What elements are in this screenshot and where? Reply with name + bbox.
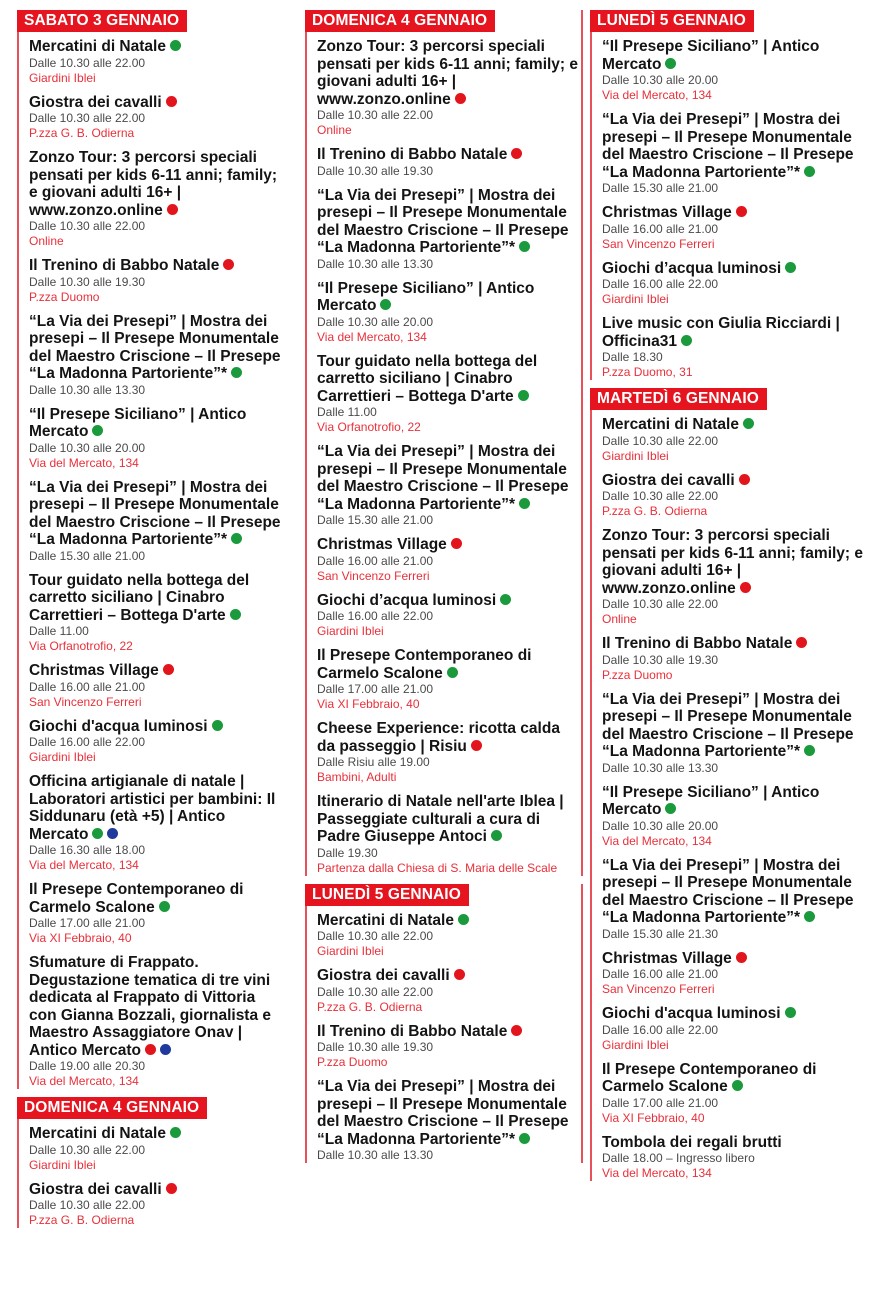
red-dot-icon: [166, 96, 177, 107]
event-title-block: [602, 204, 870, 222]
event-time: Dalle 16.00 alle 21.00: [602, 967, 719, 981]
event-item: [29, 406, 287, 471]
event-time: Dalle 10.30 alle 22.00: [317, 929, 434, 943]
green-dot-icon: [231, 367, 242, 378]
day-header: LUNEDÌ 5 GENNAIO: [305, 884, 469, 906]
event-item: [317, 647, 581, 712]
event-item: [29, 881, 287, 946]
event-title: Il Trenino di Babbo Natale: [317, 1022, 508, 1040]
event-item: [317, 38, 581, 138]
event-title: “La Via dei Presepi” | Mostra dei presepi – Il Presepe Monumentale del Maestro Criscione – Il Presepe “La Madonna Partoriente”*: [29, 312, 281, 382]
event-time: Dalle 10.30 alle 19.30: [317, 1040, 434, 1054]
event-title: Christmas Village: [602, 949, 732, 967]
event-title: Giostra dei cavalli: [29, 93, 162, 111]
event-time: Dalle 10.30 alle 22.00: [602, 433, 719, 448]
event-time: Dalle 10.30 alle 19.30: [317, 163, 434, 178]
event-place: San Vincenzo Ferreri: [602, 236, 715, 251]
event-title: Officina artigianale di natale | Laboratori artistici per bambini: Il Siddunaru (età +5) | Antico Mercato: [29, 773, 276, 843]
event-title: Mercatini di Natale: [602, 416, 739, 433]
event-item: [317, 353, 581, 436]
event-title-block: [317, 647, 581, 682]
event-item: [602, 38, 870, 103]
red-dot-icon: [511, 1025, 522, 1036]
event-title: “La Via dei Presepi” | Mostra dei presepi – Il Presepe Monumentale del Maestro Criscione – Il Presepe “La Madonna Partoriente”*: [317, 186, 569, 256]
event-time: Dalle 16.00 alle 22.00: [317, 609, 434, 623]
event-title-block: [29, 1181, 287, 1199]
event-item: [29, 662, 287, 710]
red-dot-icon: [166, 1183, 177, 1194]
event-title-block: [317, 38, 581, 108]
column-1: [17, 10, 287, 1236]
event-place: Online: [29, 234, 64, 248]
day-section: [590, 10, 870, 380]
event-time: Dalle 10.30 alle 13.30: [602, 760, 719, 775]
event-place: Via XI Febbraio, 40: [29, 931, 132, 945]
event-time: Dalle 10.30 alle 22.00: [602, 489, 719, 503]
green-dot-icon: [212, 720, 223, 731]
green-dot-icon: [170, 40, 181, 51]
event-place: Via XI Febbraio, 40: [317, 697, 420, 711]
event-time: Dalle 10.30 alle 20.00: [29, 440, 146, 455]
event-title: Il Trenino di Babbo Natale: [317, 146, 508, 163]
event-title-block: [602, 1134, 870, 1152]
event-title: “La Via dei Presepi” | Mostra dei presepi – Il Presepe Monumentale del Maestro Criscione – Il Presepe “La Madonna Partoriente”*: [317, 443, 569, 513]
red-dot-icon: [451, 538, 462, 549]
event-title: “La Via dei Presepi” | Mostra dei presepi – Il Presepe Monumentale del Maestro Criscione – Il Presepe “La Madonna Partoriente”*: [317, 1078, 569, 1148]
event-place: P.zza G. B. Odierna: [29, 126, 135, 140]
event-item: [602, 1005, 870, 1053]
green-dot-icon: [785, 1007, 796, 1018]
event-title: Cheese Experience: ricotta calda da passeggio | Risiu: [317, 720, 560, 755]
event-time: Dalle 15.30 alle 21.30: [602, 926, 719, 941]
red-dot-icon: [454, 969, 465, 980]
event-title: Il Trenino di Babbo Natale: [602, 635, 793, 652]
day-section: [305, 10, 583, 876]
event-time: Dalle 10.30 alle 22.00: [29, 55, 146, 70]
event-item: [317, 443, 581, 528]
event-time: Dalle 16.00 alle 21.00: [29, 679, 146, 694]
event-item: [317, 146, 581, 179]
event-item: [29, 1125, 287, 1173]
event-title: Zonzo Tour: 3 percorsi speciali pensati per kids 6-11 anni; family; e giovani adulti 16+ | www.zonzo.online: [317, 38, 579, 108]
event-title: “La Via dei Presepi” | Mostra dei presepi – Il Presepe Monumentale del Maestro Criscione – Il Presepe “La Madonna Partoriente”*: [602, 111, 854, 181]
event-item: [602, 784, 870, 849]
event-item: [317, 536, 581, 584]
event-time: Dalle 10.30 alle 22.00: [317, 108, 434, 122]
event-item: [602, 635, 870, 683]
event-title-block: [602, 38, 870, 73]
event-item: [602, 691, 870, 776]
event-title: “Il Presepe Siciliano” | Antico Mercato: [317, 279, 535, 314]
event-title: Il Trenino di Babbo Natale: [29, 257, 220, 274]
event-time: Dalle 17.00 alle 21.00: [602, 1095, 719, 1110]
event-title-block: [317, 720, 581, 755]
event-time: Dalle 10.30 alle 19.30: [602, 652, 719, 667]
red-dot-icon: [740, 582, 751, 593]
event-time: Dalle 18.00 – Ingresso libero: [602, 1151, 755, 1165]
green-dot-icon: [743, 418, 754, 429]
event-title-block: [602, 691, 870, 761]
event-place: Giardini Iblei: [602, 292, 669, 306]
event-time: Dalle 10.30 alle 13.30: [317, 1148, 434, 1162]
event-title: “Il Presepe Siciliano” | Antico Mercato: [29, 405, 247, 440]
green-dot-icon: [500, 594, 511, 605]
event-title: “Il Presepe Siciliano” | Antico Mercato: [602, 783, 820, 818]
event-item: [29, 94, 287, 142]
event-title-block: [29, 718, 287, 736]
green-dot-icon: [380, 299, 391, 310]
green-dot-icon: [159, 901, 170, 912]
event-item: [602, 857, 870, 942]
event-title: Mercatini di Natale: [29, 38, 166, 55]
event-title-block: [602, 472, 870, 490]
event-title-block: [602, 1061, 870, 1096]
event-title-block: [29, 313, 287, 383]
event-title: Giostra dei cavalli: [317, 967, 450, 984]
green-dot-icon: [170, 1127, 181, 1138]
event-time: Dalle 10.30 alle 22.00: [317, 984, 434, 999]
event-item: [317, 1023, 581, 1071]
red-dot-icon: [471, 740, 482, 751]
event-time: Dalle Risiu alle 19.00: [317, 755, 430, 769]
day-section: [590, 388, 870, 1181]
day-section: [17, 10, 287, 1089]
event-title: Giochi d'acqua luminosi: [29, 717, 208, 735]
event-title: Christmas Village: [29, 662, 159, 679]
event-item: [602, 472, 870, 520]
green-dot-icon: [804, 166, 815, 177]
event-title-block: [29, 773, 287, 843]
green-dot-icon: [681, 335, 692, 346]
event-place: P.zza G. B. Odierna: [29, 1213, 135, 1227]
green-dot-icon: [231, 533, 242, 544]
event-title-block: [317, 187, 581, 257]
event-place: Via del Mercato, 134: [602, 88, 712, 102]
event-title-block: [29, 149, 287, 219]
event-title-block: [29, 662, 287, 680]
day-header: DOMENICA 4 GENNAIO: [305, 10, 495, 32]
red-dot-icon: [736, 206, 747, 217]
event-item: [317, 280, 581, 345]
event-title: Giochi d’acqua luminosi: [602, 259, 782, 277]
event-item: [602, 416, 870, 464]
event-item: [602, 260, 870, 308]
event-time: Dalle 10.30 alle 20.00: [317, 314, 434, 329]
red-dot-icon: [167, 204, 178, 215]
event-title-block: [29, 1125, 287, 1143]
event-place: Via del Mercato, 134: [602, 833, 712, 848]
event-place: Partenza dalla Chiesa di S. Maria delle Scale: [317, 860, 558, 875]
event-title-block: [602, 527, 870, 597]
event-title-block: [317, 280, 581, 315]
event-place: Giardini Iblei: [29, 750, 96, 764]
event-title-block: [29, 881, 287, 916]
event-time: Dalle 10.30 alle 19.30: [29, 274, 146, 289]
event-title-block: [317, 793, 581, 846]
red-dot-icon: [163, 664, 174, 675]
event-title-block: [29, 94, 287, 112]
event-title: Mercatini di Natale: [29, 1125, 166, 1142]
event-title: Live music con Giulia Ricciardi | Officina31: [602, 315, 840, 350]
event-time: Dalle 18.30: [602, 350, 663, 364]
column-2: [305, 10, 583, 1171]
event-title-block: [317, 1078, 581, 1148]
event-item: [602, 1061, 870, 1126]
event-title-block: [602, 416, 870, 434]
green-dot-icon: [519, 241, 530, 252]
event-time: Dalle 16.00 alle 21.00: [602, 221, 719, 236]
event-item: [602, 527, 870, 627]
event-time: Dalle 10.30 alle 22.00: [29, 111, 146, 125]
event-title-block: [317, 146, 581, 164]
event-time: Dalle 10.30 alle 22.00: [29, 1142, 146, 1157]
column-3: [590, 10, 870, 1189]
event-place: Bambini, Adulti: [317, 770, 397, 784]
green-dot-icon: [447, 667, 458, 678]
event-item: [317, 967, 581, 1015]
event-item: [317, 187, 581, 272]
event-time: Dalle 10.30 alle 13.30: [29, 382, 146, 397]
event-title-block: [602, 111, 870, 181]
event-place: P.zza Duomo: [602, 667, 673, 682]
event-title-block: [317, 592, 581, 610]
green-dot-icon: [519, 1133, 530, 1144]
green-dot-icon: [519, 498, 530, 509]
event-item: [602, 315, 870, 380]
event-time: Dalle 10.30 alle 13.30: [317, 256, 434, 271]
event-time: Dalle 10.30 alle 22.00: [29, 219, 146, 233]
event-place: Via del Mercato, 134: [29, 455, 139, 470]
event-item: [29, 313, 287, 398]
event-item: [29, 149, 287, 249]
event-place: Via del Mercato, 134: [29, 858, 139, 872]
event-item: [29, 718, 287, 766]
event-item: [602, 204, 870, 252]
red-dot-icon: [511, 148, 522, 159]
red-dot-icon: [455, 93, 466, 104]
event-time: Dalle 10.30 alle 20.00: [602, 73, 719, 87]
event-title: Giochi d'acqua luminosi: [602, 1005, 781, 1022]
event-title: Tour guidato nella bottega del carretto siciliano | Cinabro Carrettieri – Bottega D'arte: [29, 571, 250, 624]
event-place: Giardini Iblei: [602, 1037, 669, 1052]
day-section: [17, 1097, 287, 1228]
event-title: Il Presepe Contemporaneo di Carmelo Scalone: [29, 881, 244, 916]
event-title-block: [602, 260, 870, 278]
green-dot-icon: [518, 390, 529, 401]
event-title-block: [317, 1023, 581, 1041]
event-item: [29, 257, 287, 305]
event-item: [317, 793, 581, 876]
event-title: Mercatini di Natale: [317, 911, 454, 929]
event-time: Dalle 16.00 alle 21.00: [317, 553, 434, 568]
event-item: [29, 572, 287, 655]
event-title-block: [602, 857, 870, 927]
event-title: “La Via dei Presepi” | Mostra dei presepi – Il Presepe Monumentale del Maestro Criscione – Il Presepe “La Madonna Partoriente”*: [602, 690, 854, 760]
event-place: Giardini Iblei: [602, 448, 669, 463]
green-dot-icon: [92, 425, 103, 436]
day-header: LUNEDÌ 5 GENNAIO: [590, 10, 754, 32]
event-time: Dalle 15.30 alle 21.00: [29, 548, 146, 563]
event-title-block: [29, 954, 287, 1059]
event-title-block: [317, 443, 581, 513]
red-dot-icon: [736, 952, 747, 963]
event-title-block: [602, 784, 870, 819]
green-dot-icon: [804, 911, 815, 922]
event-time: Dalle 10.30 alle 20.00: [602, 818, 719, 833]
event-item: [29, 954, 287, 1089]
event-title: Christmas Village: [602, 204, 732, 221]
event-title: “La Via dei Presepi” | Mostra dei presepi – Il Presepe Monumentale del Maestro Criscione – Il Presepe “La Madonna Partoriente”*: [29, 478, 281, 548]
event-time: Dalle 15.30 alle 21.00: [602, 181, 719, 195]
green-dot-icon: [785, 262, 796, 273]
event-time: Dalle 10.30 alle 22.00: [29, 1198, 146, 1212]
event-place: Giardini Iblei: [317, 624, 384, 638]
event-place: P.zza Duomo: [317, 1055, 388, 1069]
event-place: San Vincenzo Ferreri: [317, 568, 430, 583]
event-title: Il Presepe Contemporaneo di Carmelo Scalone: [602, 1060, 817, 1095]
event-time: Dalle 16.00 alle 22.00: [29, 735, 146, 749]
event-time: Dalle 19.30: [317, 845, 378, 860]
event-title: “Il Presepe Siciliano” | Antico Mercato: [602, 38, 820, 73]
event-place: Giardini Iblei: [317, 944, 384, 958]
event-place: Via Orfanotrofio, 22: [317, 420, 421, 434]
event-title: Christmas Village: [317, 536, 447, 553]
event-place: San Vincenzo Ferreri: [602, 982, 715, 996]
red-dot-icon: [739, 474, 750, 485]
red-dot-icon: [223, 259, 234, 270]
event-title-block: [317, 912, 581, 930]
green-dot-icon: [92, 828, 103, 839]
event-title-block: [602, 950, 870, 968]
green-dot-icon: [458, 914, 469, 925]
event-title: Zonzo Tour: 3 percorsi speciali pensati per kids 6-11 anni; family; e giovani adulti 16+ | www.zonzo.online: [602, 527, 864, 597]
event-place: Giardini Iblei: [29, 1157, 96, 1172]
event-place: Via del Mercato, 134: [29, 1074, 139, 1088]
event-place: Giardini Iblei: [29, 70, 96, 85]
event-title-block: [317, 353, 581, 406]
event-time: Dalle 16.00 alle 22.00: [602, 277, 719, 291]
event-place: P.zza Duomo, 31: [602, 365, 693, 379]
event-place: San Vincenzo Ferreri: [29, 694, 142, 709]
event-title: Itinerario di Natale nell'arte Iblea | Passeggiate culturali a cura di Padre Giuseppe Antoci: [317, 793, 564, 845]
event-time: Dalle 17.00 alle 21.00: [317, 682, 434, 696]
green-dot-icon: [804, 745, 815, 756]
event-place: P.zza G. B. Odierna: [602, 504, 708, 518]
event-place: Online: [602, 612, 637, 626]
event-place: Via del Mercato, 134: [602, 1166, 712, 1180]
event-title-block: [29, 406, 287, 441]
day-section: [305, 884, 583, 1164]
event-time: Dalle 16.00 alle 22.00: [602, 1022, 719, 1037]
green-dot-icon: [230, 609, 241, 620]
day-header: MARTEDÌ 6 GENNAIO: [590, 388, 767, 410]
event-title-block: [602, 1005, 870, 1023]
event-title: Zonzo Tour: 3 percorsi speciali pensati per kids 6-11 anni; family; e giovani adulti 16+ | www.zonzo.online: [29, 149, 278, 219]
event-title: Tour guidato nella bottega del carretto siciliano | Cinabro Carrettieri – Bottega D'arte: [317, 352, 538, 405]
event-place: P.zza Duomo: [29, 289, 100, 304]
day-header: SABATO 3 GENNAIO: [17, 10, 187, 32]
green-dot-icon: [665, 58, 676, 69]
event-title-block: [317, 536, 581, 554]
event-place: Online: [317, 123, 352, 137]
event-title-block: [317, 967, 581, 985]
event-title: Giostra dei cavalli: [602, 471, 735, 489]
event-title: Giochi d’acqua luminosi: [317, 591, 497, 609]
event-time: Dalle 10.30 alle 22.00: [602, 597, 719, 611]
day-header: DOMENICA 4 GENNAIO: [17, 1097, 207, 1119]
green-dot-icon: [491, 830, 502, 841]
event-title-block: [29, 479, 287, 549]
event-time: Dalle 11.00: [29, 624, 89, 638]
event-title: Il Presepe Contemporaneo di Carmelo Scalone: [317, 647, 532, 682]
event-time: Dalle 11.00: [317, 405, 377, 419]
event-place: P.zza G. B. Odierna: [317, 999, 423, 1014]
event-place: Via del Mercato, 134: [317, 329, 427, 344]
event-time: Dalle 17.00 alle 21.00: [29, 916, 146, 930]
event-title-block: [29, 38, 287, 56]
event-item: [29, 479, 287, 564]
event-item: [317, 592, 581, 640]
event-item: [317, 912, 581, 960]
event-time: Dalle 19.00 alle 20.30: [29, 1059, 146, 1073]
event-title-block: [602, 315, 870, 350]
event-item: [602, 950, 870, 998]
event-title-block: [602, 635, 870, 653]
event-place: Via Orfanotrofio, 22: [29, 639, 133, 653]
event-title-block: [29, 257, 287, 275]
event-title: Giostra dei cavalli: [29, 1180, 162, 1198]
event-time: Dalle 15.30 alle 21.00: [317, 513, 434, 527]
event-item: [602, 111, 870, 196]
event-item: [29, 38, 287, 86]
event-item: [602, 1134, 870, 1182]
blue-dot-icon: [107, 828, 118, 839]
green-dot-icon: [665, 803, 676, 814]
red-dot-icon: [145, 1044, 156, 1055]
event-time: Dalle 16.30 alle 18.00: [29, 843, 146, 857]
event-title: Sfumature di Frappato. Degustazione tematica di tre vini dedicata al Frappato di Vittoria con Gianna Bozzali, giornalista e Maestro Assaggiatore Onav | Antico Mercato: [29, 954, 272, 1059]
event-item: [29, 1181, 287, 1229]
event-title-block: [29, 572, 287, 625]
event-place: Via XI Febbraio, 40: [602, 1110, 705, 1125]
event-item: [29, 773, 287, 873]
event-item: [317, 720, 581, 785]
event-title: Tombola dei regali brutti: [602, 1133, 782, 1151]
blue-dot-icon: [160, 1044, 171, 1055]
event-title: “La Via dei Presepi” | Mostra dei presepi – Il Presepe Monumentale del Maestro Criscione – Il Presepe “La Madonna Partoriente”*: [602, 856, 854, 926]
green-dot-icon: [732, 1080, 743, 1091]
event-item: [317, 1078, 581, 1163]
red-dot-icon: [796, 637, 807, 648]
